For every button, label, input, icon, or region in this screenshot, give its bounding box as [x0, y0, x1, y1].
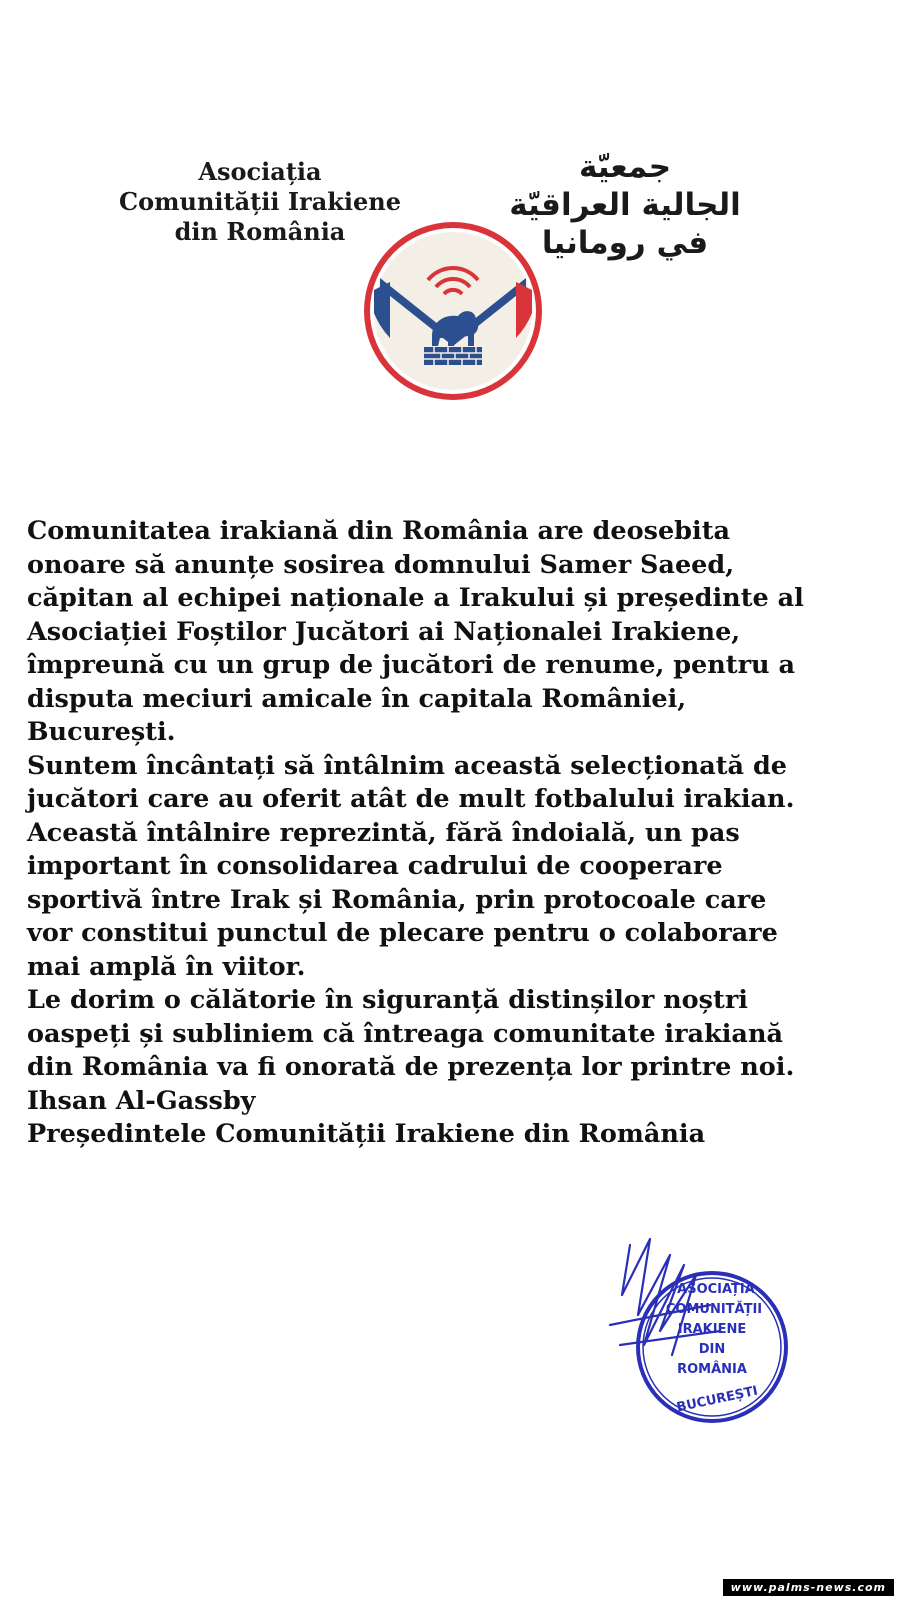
text-line: important în consolidarea cadrului de cooperare	[27, 851, 723, 881]
text-line: jucători care au oferit atât de mult fotbalului irakian.	[27, 784, 795, 814]
stamp-line: COMUNITĂȚII	[665, 1302, 763, 1317]
text-line: Această întâlnire reprezintă, fără îndoială, un pas	[27, 817, 740, 848]
stamp-line: IRAKIENE	[677, 1322, 747, 1337]
text-line: oaspeți și subliniem că întreaga comunitate irakiană	[27, 1018, 784, 1049]
org-name-ar-line: جمعيّة	[578, 149, 672, 185]
text-line: sportivă între Irak și România, prin protocoale care	[27, 884, 767, 915]
org-name-ro-line: Comunității Irakiene	[119, 187, 401, 216]
text-line: Le dorim o călătorie în siguranță distinșilor noștri	[27, 985, 748, 1015]
org-name-ar-line: الجالية العراقيّة	[509, 187, 741, 223]
stamp-city: BUCUREȘTI	[675, 1383, 760, 1416]
stamp-line: ROMÂNIA	[677, 1362, 747, 1377]
text-line: București.	[27, 717, 176, 747]
text-line: împreună cu un grup de jucători de renume, pentru a	[27, 650, 795, 680]
signatory-title: Președintele Comunității Irakiene din România	[27, 1119, 706, 1149]
stamp-line: DIN	[698, 1342, 726, 1357]
text-line: disputa meciuri amicale în capitala României,	[27, 683, 687, 714]
text-line: din România va fi onorată de prezența lor printre noi.	[27, 1052, 795, 1082]
announcement-text	[27, 515, 877, 1152]
association-logo-icon	[360, 218, 546, 404]
org-name-ro-line: Asociația	[198, 157, 322, 186]
text-line: Suntem încântați să întâlnim această selecționată de	[27, 750, 787, 781]
text-line: onoare să anunțe sosirea domnului Samer Saeed,	[27, 549, 735, 580]
text-line: Comunitatea irakiană din România are deosebita	[27, 516, 731, 546]
official-stamp-icon	[600, 1235, 790, 1425]
text-line: mai amplă în viitor.	[27, 951, 306, 982]
org-name-ro-line: din România	[174, 217, 346, 246]
source-watermark: www.palms-news.com	[723, 1579, 894, 1596]
text-line: vor constitui punctul de plecare pentru o colaborare	[27, 918, 778, 948]
stamp-line: ASOCIAȚIA	[677, 1282, 755, 1297]
signatory-name: Ihsan Al-Gassby	[27, 1085, 256, 1116]
text-line: Asociației Foștilor Jucători ai Naționalei Irakiene,	[27, 616, 741, 647]
text-line: căpitan al echipei naționale a Irakului și președinte al	[27, 583, 804, 613]
org-name-ar-line: في رومانيا	[541, 225, 709, 261]
